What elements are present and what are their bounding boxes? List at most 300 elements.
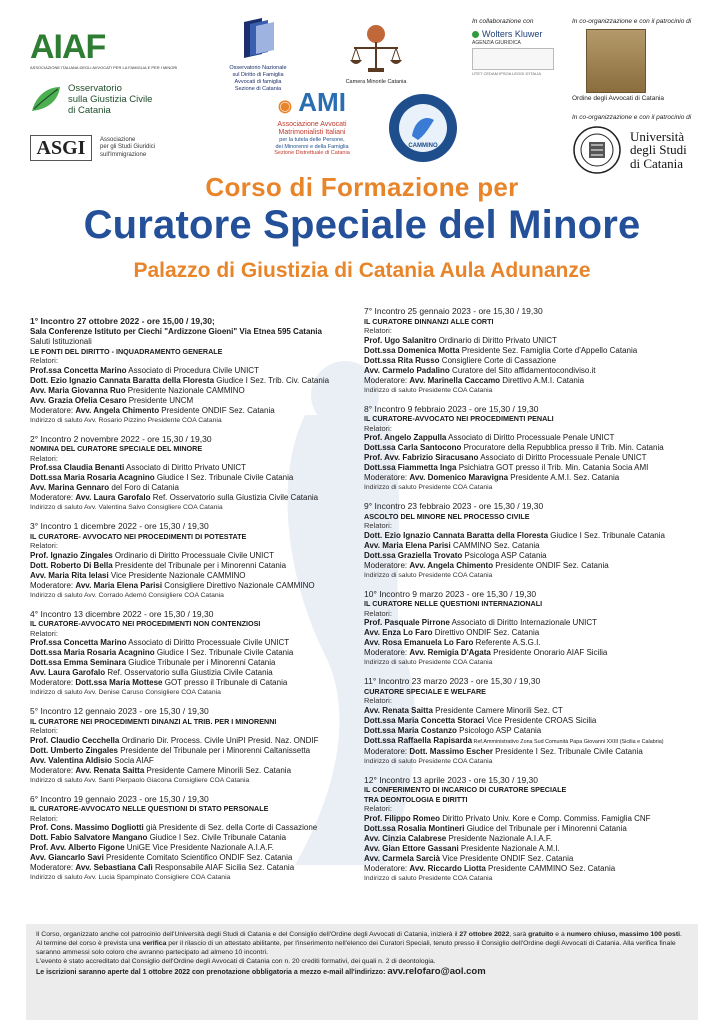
speaker-role: Associato di Diritto Privato UNICT xyxy=(124,463,247,472)
speaker-role: Consigliere Direttivo Nazionale CAMMINO xyxy=(162,580,315,590)
speaker-role: Presidente Nazionale A.I.A.F. xyxy=(446,833,553,843)
meeting-title: NOMINA DEL CURATORE SPECIALE DEL MINORE xyxy=(30,444,203,453)
speaker-line xyxy=(364,706,709,716)
speaker-name: Avv. Domenico Maravigna xyxy=(409,473,509,482)
speaker-role: Presidente Nazionale A.M.I. xyxy=(458,843,560,853)
asgi-line-1: Associazione xyxy=(100,136,136,143)
asgi-logo xyxy=(30,133,215,163)
ami-wordmark xyxy=(262,88,362,121)
ami-name: AMI xyxy=(298,87,346,117)
aiaf-subtitle: ASSOCIAZIONE ITALIANA DEGLI AVVOCATI PER LA FAMIGLIA E PER I MINORI xyxy=(30,65,178,70)
asgi-text xyxy=(100,137,155,160)
osservatorio-text xyxy=(68,83,152,116)
greeting-line: Indirizzo di saluto Avv. Rosario Pizzino Presidente COA Catania xyxy=(30,416,222,424)
wolters-kluwer-name: Wolters Kluwer xyxy=(482,29,543,39)
coorg-heading-1: In co-organizzazione e con il patrocinio di xyxy=(572,18,692,25)
ondif-line-2: sul Diritto di Famiglia xyxy=(232,72,284,78)
speaker-role: Presidente Comitato Scientifico ONDIF Sez. Catania xyxy=(103,853,293,862)
speaker-role: Referente A.S.G.I. xyxy=(473,638,541,647)
meeting-block xyxy=(364,306,709,395)
speaker-line xyxy=(364,726,709,736)
speaker-role: Presidente ONDIF Sez. Catania xyxy=(159,405,275,415)
meeting-title: IL CURATORE NEI PROCEDIMENTI DINANZI AL TRIB. PER I MINORENNI xyxy=(30,716,277,726)
greeting-line: Indirizzo di saluto Avv. Lucia Spampinato Consigliere COA Catania xyxy=(30,874,231,881)
greeting-line: Indirizzo di saluto Avv. Corrado Adernò Consigliere COA Catania xyxy=(30,591,224,599)
speaker-role: Curatore del Sito affidamentocondiviso.it xyxy=(449,365,596,375)
collaboration-block xyxy=(472,18,554,88)
speaker-role: Giudice I Sez. Tribunale Catania xyxy=(548,530,665,540)
speaker-name: Dott. Ezio Ignazio Cannata Baratta della Floresta xyxy=(364,530,549,540)
speaker-line xyxy=(364,824,709,834)
speaker-name: Prof.ssa Claudia Benanti xyxy=(30,463,125,472)
speaker-name: Avv. Maria Elena Parisi xyxy=(75,580,163,590)
speaker-name: Prof.ssa Concetta Marino xyxy=(30,638,127,647)
speaker-name: Dott.ssa Domenica Motta xyxy=(364,345,460,355)
speaker-name: Avv. Valentina Aldisio xyxy=(30,755,112,765)
collab-heading: In collaborazione con xyxy=(472,18,534,25)
speaker-role: Socia AIAF xyxy=(111,755,154,765)
speaker-role: Presidente del Tribunale per i Minorenni Catania xyxy=(112,560,287,570)
speaker-role: Associato di Diritto Processuale Penale UNICT xyxy=(446,433,615,442)
speaker-line xyxy=(364,618,709,628)
aiaf-wordmark: AIAF xyxy=(30,28,106,66)
speaker-name: Dott.ssa Maria Rosaria Acagnino xyxy=(30,473,155,482)
speaker-line xyxy=(364,366,709,376)
speaker-role: Presidente Camere Minorili Sez. CT xyxy=(432,705,563,715)
meeting-location: Sala Conferenze Istituto per Ciechi "Ardizzone Gioeni" Via Etnea 595 Catania xyxy=(30,326,322,336)
meeting-date: 11° Incontro 23 marzo 2023 - ore 15,30 / 19,30 xyxy=(364,676,541,686)
speaker-name: Dott. Fabio Salvatore Mangano xyxy=(30,833,148,842)
ami-line-4: dei Minorenni e della Famiglia xyxy=(275,143,349,150)
meeting-title: CURATORE SPECIALE E WELFARE xyxy=(364,686,486,696)
moderator-line xyxy=(364,561,709,571)
greeting-line: Indirizzo di saluto Presidente COA Catania xyxy=(364,571,493,579)
speaker-role: Procuratore della Repubblica presso il Trib. Min. Catania xyxy=(461,443,664,452)
speaker-name: Dott.ssa Rosalia Montineri xyxy=(364,823,465,833)
meeting-block xyxy=(30,434,350,513)
meeting-title: IL CURATORE DINNANZI ALLE CORTI xyxy=(364,316,494,326)
speaker-name: Avv. Maria Giovanna Ruo xyxy=(30,385,126,395)
speaker-name: Avv. Grazia Ofelia Cesaro xyxy=(30,395,127,405)
speaker-line xyxy=(30,463,350,473)
moderator-prefix: Moderatore: xyxy=(30,765,76,775)
aiaf-logo xyxy=(30,28,178,70)
speaker-name: Avv. Angela Chimento xyxy=(409,560,494,570)
wolters-kluwer-logo xyxy=(472,29,554,39)
moderator-line xyxy=(364,376,709,386)
speaker-name: Avv. Riccardo Liotta xyxy=(409,863,486,873)
speaker-line xyxy=(30,386,350,396)
speaker-name: Dott. Ezio Ignazio Cannata Baratta della Floresta xyxy=(30,375,215,385)
speaker-name: Dott.ssa Carla Santocono xyxy=(364,443,462,452)
speaker-role: Giudice Tribunale per i Minorenni Catania xyxy=(126,658,276,667)
moderator-prefix: Moderatore: xyxy=(30,678,76,687)
footer-p1-text-3: e a xyxy=(553,931,567,938)
greeting-line: Indirizzo di saluto Avv. Denise Caruso Consigliere COA Catania xyxy=(30,689,221,696)
footer-info xyxy=(26,924,698,1020)
course-title: Curatore Speciale del Minore xyxy=(83,203,641,247)
meeting-date: 2° Incontro 2 novembre 2022 - ore 15,30 / 19,30 xyxy=(30,433,212,444)
meeting-title: IL CURATORE- AVVOCATO NEI PROCEDIMENTI DI POTESTATE xyxy=(30,531,247,541)
speaker-role: Presidente Sez. Famiglia Corte d'Appello Catania xyxy=(459,345,638,355)
scales-icon xyxy=(346,20,406,74)
ami-line-1: Associazione Avvocati xyxy=(277,121,347,128)
speaker-role: Vice Presidente ONDIF Sez. Catania xyxy=(440,853,574,863)
speaker-role: Presidente Onorario AIAF Sicilia xyxy=(490,648,608,657)
speaker-name: Avv. Angela Chimento xyxy=(75,405,160,415)
speaker-line xyxy=(30,376,350,386)
moderator-prefix: Moderatore: xyxy=(30,405,76,415)
moderator-prefix: Moderatore: xyxy=(364,375,410,385)
greeting-line: Indirizzo di saluto Presidente COA Catania xyxy=(364,757,493,765)
moderator-line xyxy=(30,678,350,688)
speaker-name: Avv. Maria Elena Parisi xyxy=(364,540,451,550)
speaker-line xyxy=(364,356,709,366)
speaker-role: Psicologa ASP Catania xyxy=(462,550,547,560)
unict-line-1: Università xyxy=(630,128,685,144)
meeting-date: 9° Incontro 23 febbraio 2023 - ore 15,30 / 19,30 xyxy=(364,501,544,511)
speaker-name: Avv. Giancarlo Savi xyxy=(30,853,104,862)
speaker-role: Consigliere Corte di Cassazione xyxy=(439,355,557,365)
meeting-date: 6° Incontro 19 gennaio 2023 - ore 15,30 / 19,30 xyxy=(30,793,209,804)
speaker-line xyxy=(364,541,709,551)
moderator-line xyxy=(30,581,350,591)
speaker-role: del Foro di Catania xyxy=(109,483,179,492)
ondif-logo xyxy=(218,18,298,90)
speaker-role: Ordinario Dir. Process. Civile UniPI Presid. Naz. ONDIF xyxy=(119,735,319,745)
speaker-line xyxy=(364,628,709,638)
moderator-line xyxy=(364,648,709,658)
meeting-date: 8° Incontro 9 febbraio 2023 - ore 15,30 / 19,30 xyxy=(364,403,539,414)
meeting-block xyxy=(364,501,709,580)
speaker-line xyxy=(30,571,350,581)
speaker-role: Ref.Amministrativo Zona Sud Comunità Papa Giovanni XXIII (Sicilia e Calabria) xyxy=(472,738,664,745)
moderator-prefix: Moderatore: xyxy=(30,493,76,502)
speaker-name: Avv. Marina Gennaro xyxy=(30,483,110,492)
speaker-role: Associato di Diritto Internazionale UNICT xyxy=(449,618,597,627)
asgi-line-2: per gli Studi Giuridici xyxy=(100,144,156,151)
speaker-role: Ref. Osservatorio sulla Giustizia Civile Catania xyxy=(150,493,319,502)
unict-text xyxy=(630,130,687,171)
speaker-name: Avv. Carmela Sarcià xyxy=(364,853,441,863)
speaker-name: Prof. Ugo Salanitro xyxy=(364,335,437,345)
speakers-label: Relatori: xyxy=(364,521,392,530)
moderator-line xyxy=(30,863,350,873)
osservatorio-line-1: Osservatorio xyxy=(68,82,122,94)
footer-paragraph-1 xyxy=(36,930,688,939)
moderator-prefix: Moderatore: xyxy=(364,648,410,657)
speaker-role: Ordinario di Diritto Processuale Civile UNICT xyxy=(112,550,275,560)
speaker-name: Dott. Umberto Zingales xyxy=(30,745,119,755)
greeting-line: Indirizzo di saluto Avv. Santi Pierpaolo Giacona Consigliere COA Catania xyxy=(30,776,250,784)
speaker-name: Avv. Carmelo Padalino xyxy=(364,365,450,375)
speaker-line xyxy=(364,443,709,453)
left-column xyxy=(30,316,350,891)
speaker-line xyxy=(364,716,709,726)
speaker-role: Giudice I Sez. Trib. Civ. Catania xyxy=(214,375,330,385)
speaker-role: Direttivo A.M.I. Catania xyxy=(500,375,585,385)
footer-free: gratuito xyxy=(528,931,554,938)
meeting-title: IL CURATORE-AVVOCATO NEI PROCEDIMENTI PENALI xyxy=(364,414,554,423)
greeting-line: Indirizzo di saluto Presidente COA Catania xyxy=(364,874,493,882)
speaker-line xyxy=(30,473,350,483)
speaker-line xyxy=(364,453,709,463)
ami-line-5: Sezione Distrettuale di Catania xyxy=(274,150,350,156)
speakers-label: Relatori: xyxy=(364,608,392,618)
footer-seats: numero chiuso, massimo 100 posti xyxy=(566,931,680,938)
speaker-line xyxy=(364,844,709,854)
speaker-role: Associato di Diritto Processuale Penale UNICT xyxy=(478,453,647,462)
moderator-line xyxy=(364,864,709,874)
ondif-line-3: Avvocati di famiglia xyxy=(234,79,282,85)
speaker-name: Avv. Renata Saitta xyxy=(364,705,433,715)
speaker-line xyxy=(30,756,350,766)
coorg-heading-2: In co-organizzazione e con il patrocinio di xyxy=(572,114,692,121)
speaker-role: Giudice I Sez. Tribunale Civile Catania xyxy=(154,648,294,657)
speaker-role: Giudice I Sez. Civile Tribunale Catania xyxy=(147,833,287,842)
greeting-line: Indirizzo di saluto Avv. Valentina Salvo Consigliere COA Catania xyxy=(30,504,223,511)
speaker-line xyxy=(30,561,350,571)
footer-verifica: verifica xyxy=(142,940,167,947)
ami-logo xyxy=(262,88,362,164)
speaker-line xyxy=(30,551,350,561)
speaker-line xyxy=(30,658,350,668)
cammino-seal-icon xyxy=(378,92,468,164)
speaker-role: Psichiatra GOT presso il Trib. Min. Catania Socia AMI xyxy=(456,463,649,472)
speaker-role: Vice Presidente CROAS Sicilia xyxy=(484,715,597,725)
speaker-role: Ref. Osservatorio sulla Giustizia Civile Catania xyxy=(105,668,273,677)
meeting-date: 12° Incontro 13 aprile 2023 - ore 15,30 / 19,30 xyxy=(364,774,538,785)
course-subtitle: Corso di Formazione per xyxy=(205,172,519,202)
speaker-role: Presidente UNCM xyxy=(126,395,194,405)
cammino-logo xyxy=(378,92,468,164)
meeting-title: IL CURATORE-AVVOCATO NEI PROCEDIMENTI NON CONTENZIOSI xyxy=(30,619,261,628)
moderator-line xyxy=(364,747,709,757)
speaker-line xyxy=(364,336,709,346)
speaker-role: Presidente del Tribunale per i Minorenni Caltanissetta xyxy=(118,745,311,755)
greeting-line: Indirizzo di saluto Presidente COA Catania xyxy=(364,659,493,666)
moderator-prefix: Moderatore: xyxy=(30,863,76,872)
speaker-line xyxy=(30,833,350,843)
speaker-name: Avv. Sebastiana Calì xyxy=(75,863,153,872)
meeting-block xyxy=(30,794,350,883)
speaker-name: Dott. Massimo Escher xyxy=(409,746,493,756)
speaker-name: Avv. Marinella Caccamo xyxy=(409,375,501,385)
speaker-name: Dott. Roberto Di Bella xyxy=(30,560,113,570)
meeting-title: IL CURATORE-AVVOCATO NELLE QUESTIONI DI STATO PERSONALE xyxy=(30,804,269,813)
speaker-role: Diritto Privato Univ. Kore e Comp. Commiss. Famiglia CNF xyxy=(440,813,651,823)
speaker-name: Prof. Avv. Alberto Figone xyxy=(30,843,125,852)
speaker-line xyxy=(364,834,709,844)
footer-paragraph-3: L'evento è stato accreditato dal Consiglio dell'Ordine degli Avvocati di Catania con n. 20 crediti formativi, dei quali n. 2 di deontologia. xyxy=(36,958,436,965)
speaker-line xyxy=(364,346,709,356)
ondif-emblem-icon xyxy=(240,18,276,58)
camera-minorile-text: Camera Minorile Catania xyxy=(345,79,407,85)
speaker-name: Prof.ssa Concetta Marino xyxy=(30,365,127,375)
meeting-greetings: Saluti Istituzionali xyxy=(30,336,92,346)
camera-minorile-logo xyxy=(336,20,416,86)
speaker-line xyxy=(30,366,350,376)
footer-start-date: 27 ottobre 2022 xyxy=(459,931,510,938)
moderator-prefix: Moderatore: xyxy=(364,560,410,570)
leaf-icon xyxy=(30,85,62,113)
meeting-block xyxy=(30,609,350,698)
speakers-label: Relatori: xyxy=(364,804,392,813)
speaker-role: Giudice I Sez. Tribunale Civile Catania xyxy=(154,473,294,482)
speaker-line xyxy=(364,463,709,473)
meeting-block xyxy=(364,589,709,668)
meeting-date: 5° Incontro 12 gennaio 2023 - ore 15,30 / 19,30 xyxy=(30,706,209,716)
agenzia-image xyxy=(472,48,554,70)
meeting-title: IL CONFERIMENTO DI INCARICO DI CURATORE SPECIALE xyxy=(364,785,567,794)
speaker-name: Prof. Angelo Zappulla xyxy=(364,433,447,442)
footer-p1-end: . xyxy=(679,931,682,938)
speaker-name: Avv. Rosa Emanuela Lo Faro xyxy=(364,638,474,647)
meeting-block xyxy=(364,676,709,766)
speaker-name: Dott.ssa Raffaella Rapisarda xyxy=(364,735,473,745)
unict-line-3: di Catania xyxy=(630,155,684,171)
asgi-wordmark: ASGI xyxy=(30,135,92,161)
moderator-line xyxy=(30,766,350,776)
moderator-line xyxy=(30,493,350,503)
speaker-line xyxy=(364,531,709,541)
speaker-role: Presidente A.M.I. Sez. Catania xyxy=(508,473,620,482)
osservatorio-line-3: di Catania xyxy=(68,104,111,116)
speaker-line xyxy=(30,853,350,863)
speaker-name: Avv. Remigia D'Agata xyxy=(409,648,491,657)
speaker-name: Dott.ssa Maria Concetta Storaci xyxy=(364,715,485,725)
speaker-role: Presidente Nazionale CAMMINO xyxy=(125,385,245,395)
speakers-label: Relatori: xyxy=(30,813,58,823)
speaker-role: Associato di Procedura Civile UNICT xyxy=(126,365,259,375)
speaker-name: Avv. Renata Saitta xyxy=(75,765,145,775)
speaker-role: Presidente CAMMINO Sez. Catania xyxy=(485,863,616,873)
speaker-role: Presidente I Sez. Tribunale Civile Catania xyxy=(492,746,643,756)
right-column xyxy=(364,306,709,892)
moderator-line xyxy=(364,473,709,483)
meeting-date: 7° Incontro 25 gennaio 2023 - ore 15,30 / 19,30 xyxy=(364,306,543,316)
footer-p1-text-2: , sarà xyxy=(509,931,529,938)
speaker-role: Presidente ONDIF Sez. Catania xyxy=(493,560,609,570)
ami-line-2: Matrimonialisti Italiani xyxy=(278,129,346,136)
meeting-title: IL CURATORE NELLE QUESTIONI INTERNAZIONALI xyxy=(364,599,543,608)
moderator-prefix: Moderatore: xyxy=(364,746,410,756)
ordine-avvocati-block xyxy=(572,18,722,108)
speaker-role: già Presidente di Sez. della Corte di Cassazione xyxy=(143,823,318,832)
speaker-line xyxy=(364,433,709,443)
speaker-name: Dott.ssa Maria Mottese xyxy=(75,678,163,687)
speakers-label: Relatori: xyxy=(30,356,58,365)
unict-logo xyxy=(572,125,722,175)
speakers-label: Relatori: xyxy=(30,628,58,638)
collab-brands: UTET CEDAM IPSOA LEGGI D'ITALIA xyxy=(472,71,542,76)
speaker-name: Avv. Laura Garofalo xyxy=(30,668,106,677)
moderator-prefix: Moderatore: xyxy=(30,580,76,590)
speaker-role: Ordinario di Diritto Privato UNICT xyxy=(436,335,557,345)
unict-seal-icon xyxy=(572,125,622,175)
unict-line-2: degli Studi xyxy=(630,142,687,158)
meeting-block xyxy=(30,706,350,785)
speaker-line xyxy=(30,843,350,853)
speaker-name: Avv. Gian Ettore Gassani xyxy=(364,843,459,853)
speaker-line xyxy=(30,638,350,648)
speaker-line xyxy=(30,648,350,658)
speaker-name: Dott.ssa Graziella Trovato xyxy=(364,550,463,560)
meeting-date: 3° Incontro 1 dicembre 2022 - ore 15,30 / 19,30 xyxy=(30,521,209,531)
cammino-label: CAMMINO xyxy=(408,143,438,149)
meeting-block xyxy=(30,521,350,600)
speaker-line xyxy=(30,823,350,833)
speaker-name: Prof. Ignazio Zingales xyxy=(30,550,113,560)
speaker-role: CAMMINO Sez. Catania xyxy=(450,540,540,550)
wolters-kluwer-dot-icon xyxy=(472,31,479,38)
ami-bulb-icon: ◉ xyxy=(278,98,293,115)
meeting-date: 1° Incontro 27 ottobre 2022 - ore 15,00 / 19,30; xyxy=(30,316,215,326)
speakers-label: Relatori: xyxy=(364,696,392,705)
moderator-prefix: Moderatore: xyxy=(364,473,410,482)
osservatorio-line-2: sulla Giustizia Civile xyxy=(68,93,153,105)
speaker-name: Prof. Pasquale Pirrone xyxy=(364,618,450,627)
speaker-name: Dott.ssa Rita Russo xyxy=(364,355,440,365)
speaker-name: Dott.ssa Emma Seminara xyxy=(30,658,127,667)
speaker-name: Avv. Laura Garofalo xyxy=(75,493,151,502)
speaker-role: Presidente Camere Minorili Sez. Catania xyxy=(144,765,292,775)
speaker-role: Giudice del Tribunale per i Minorenni Catania xyxy=(464,823,627,833)
speaker-line xyxy=(364,854,709,864)
footer-p2-text-2: per il rilascio di un attestato abilitante, per l'inserimento nell'elenco dei Curatori Speciali, tenuto presso il Consiglio dell'Ordine degli Avvocati di Catania. Alla verifica finale saranno ammessi solo coloro che avranno partecipato ad almeno 10 incontri. xyxy=(36,940,676,956)
speaker-role: GOT presso il Tribunale di Catania xyxy=(162,678,288,687)
speaker-role: Direttivo ONDIF Sez. Catania xyxy=(432,628,540,637)
speaker-name: Prof. Cons. Massimo Dogliotti xyxy=(30,823,144,832)
footer-registration-text: Le iscrizioni saranno aperte dal 1 ottobre 2022 con prenotazione obbligatoria a mezzo e-mail all'indirizzo: xyxy=(36,969,386,976)
speaker-line xyxy=(30,483,350,493)
speaker-role: UniGE Vice Presidente Nazionale A.I.A.F. xyxy=(124,843,274,852)
speakers-label: Relatori: xyxy=(364,423,392,433)
speaker-line xyxy=(30,736,350,746)
speaker-name: Dott.ssa Fiammetta Inga xyxy=(364,463,457,472)
moderator-prefix: Moderatore: xyxy=(364,863,410,873)
speaker-role: Psicologo ASP Catania xyxy=(456,725,542,735)
greeting-line: Indirizzo di saluto Presidente COA Catania xyxy=(364,484,493,491)
footer-paragraph-4 xyxy=(36,966,688,978)
speaker-line xyxy=(30,668,350,678)
footer-paragraph-2 xyxy=(36,939,688,957)
ondif-line-1: Osservatorio Nazionale xyxy=(229,65,287,71)
speakers-label: Relatori: xyxy=(30,453,58,463)
meeting-date: 4° Incontro 13 dicembre 2022 - ore 15,30 / 19,30 xyxy=(30,608,214,619)
ordine-avvocati-image xyxy=(586,29,646,93)
osservatorio-logo xyxy=(30,82,170,116)
speaker-name: Avv. Cinzia Calabrese xyxy=(364,833,447,843)
speaker-line xyxy=(364,814,709,824)
ordine-avvocati-caption: Ordine degli Avvocati di Catania xyxy=(572,95,665,102)
greeting-line: Indirizzo di saluto Presidente COA Catania xyxy=(364,386,493,394)
speaker-role: Responsabile AIAF Sicilia Sez. Catania xyxy=(152,863,295,872)
speakers-label: Relatori: xyxy=(30,541,58,550)
speaker-name: Avv. Enza Lo Faro xyxy=(364,628,433,637)
speakers-label: Relatori: xyxy=(30,726,58,735)
speaker-line xyxy=(30,746,350,756)
speaker-name: Prof. Claudio Cecchella xyxy=(30,735,120,745)
footer-p1-text: Il Corso, organizzato anche col patrocinio dell'Università degli Studi di Catania e del Consiglio dell'Ordine degli Avvocati di Catania, inizierà il xyxy=(36,931,460,938)
moderator-line xyxy=(30,406,350,416)
meeting-date: 10° Incontro 9 marzo 2023 - ore 15,30 / 19,30 xyxy=(364,588,537,599)
ami-line-3: per la tutela delle Persone, xyxy=(279,137,345,143)
speaker-name: Prof. Avv. Fabrizio Siracusano xyxy=(364,453,479,462)
speaker-line xyxy=(30,396,350,406)
registration-email[interactable]: avv.relofaro@aol.com xyxy=(387,966,486,977)
ondif-line-4: Sezione di Catania xyxy=(234,86,282,92)
